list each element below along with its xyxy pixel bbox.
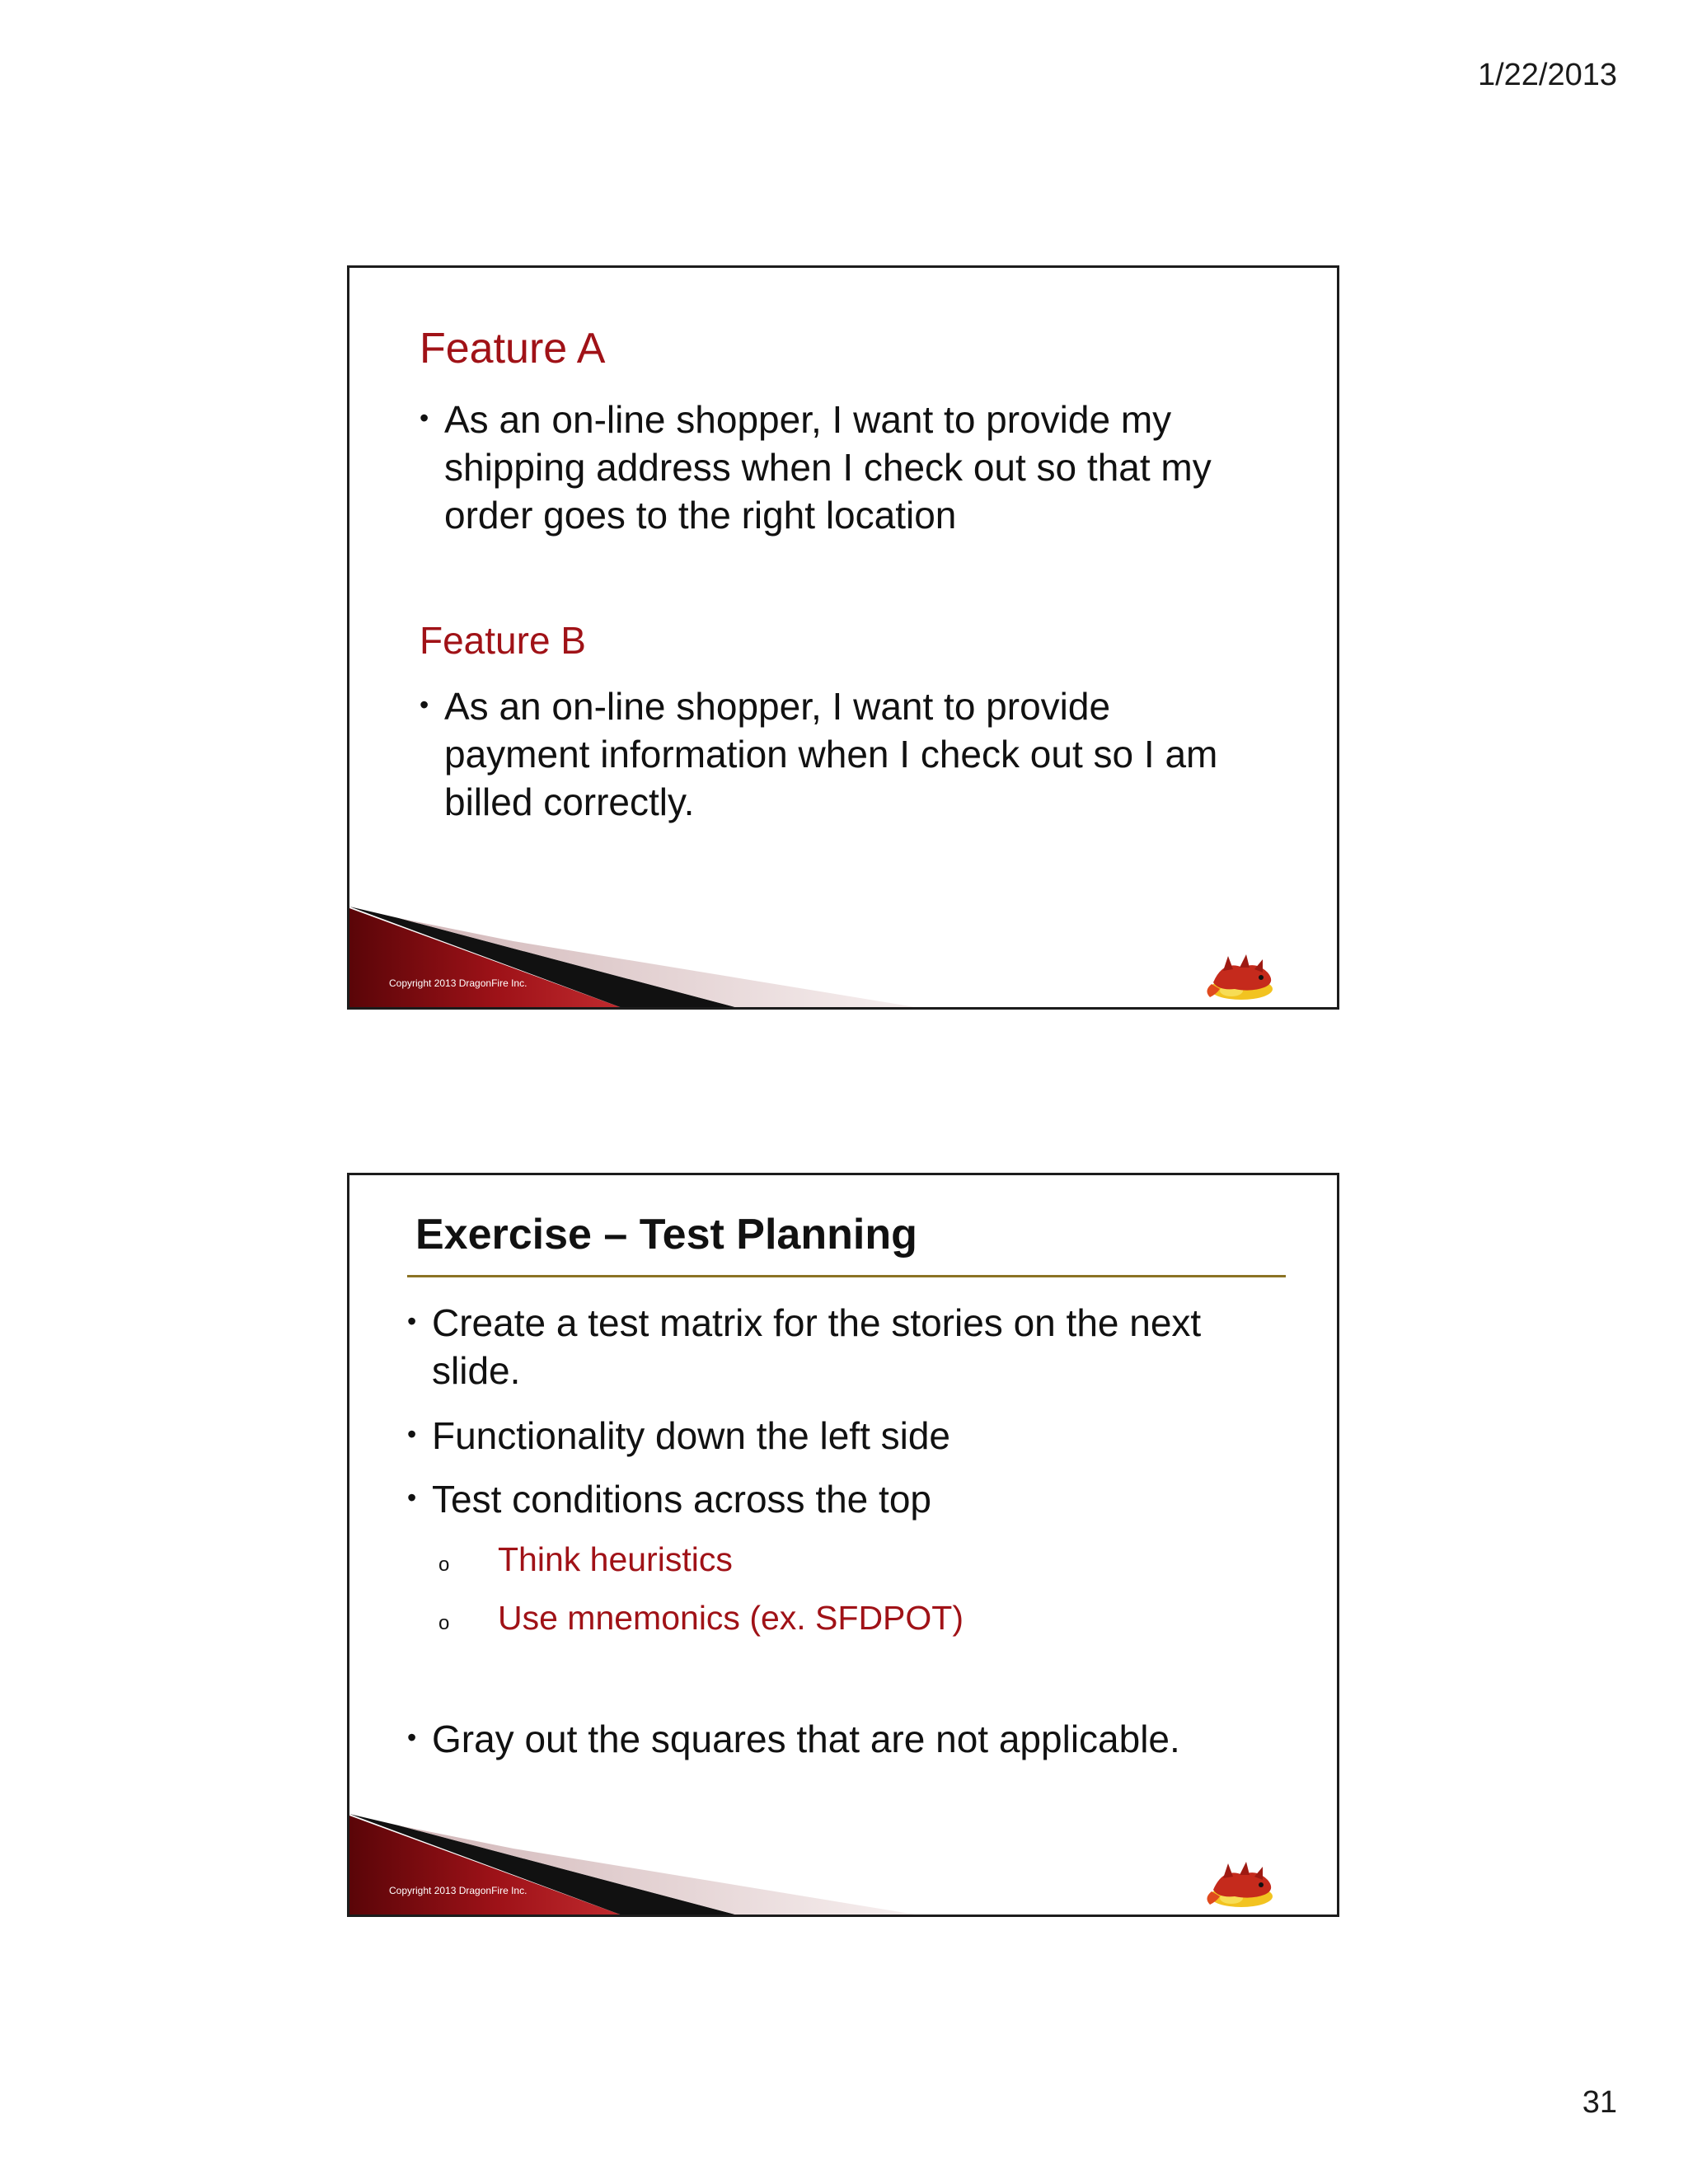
copyright-text: Copyright 2013 DragonFire Inc. xyxy=(389,977,528,989)
exercise-bullet-text: Test conditions across the top xyxy=(432,1478,931,1521)
feature-b-bullet xyxy=(420,682,1217,826)
circle-bullet-icon: o xyxy=(438,1554,450,1576)
bullet-dot-icon: • xyxy=(407,1306,417,1336)
feature-b-heading: Feature B xyxy=(420,619,586,662)
page-number: 31 xyxy=(1582,2085,1617,2120)
exercise-bullet-2 xyxy=(407,1412,950,1460)
feature-a-heading: Feature A xyxy=(420,325,606,373)
feature-b-text: As an on-line shopper, I want to provide payment information when I check out so I am billed correctly. xyxy=(444,685,1218,823)
slide-title: Exercise – Test Planning xyxy=(415,1211,917,1258)
slide-exercise xyxy=(347,1173,1339,1917)
bullet-dot-icon: • xyxy=(407,1722,417,1752)
exercise-bullet-3 xyxy=(407,1475,931,1523)
exercise-bullet-text: Functionality down the left side xyxy=(432,1414,951,1457)
dragon-logo-icon xyxy=(1202,1860,1281,1911)
sub-bullet-text: Use mnemonics (ex. SFDPOT) xyxy=(498,1599,964,1637)
sub-bullet-2 xyxy=(438,1599,964,1638)
exercise-bullet-text: Gray out the squares that are not applicable. xyxy=(432,1718,1180,1760)
bullet-dot-icon: • xyxy=(407,1483,417,1512)
page-date: 1/22/2013 xyxy=(1477,58,1617,92)
sub-bullet-text: Think heuristics xyxy=(498,1540,733,1578)
slide-features xyxy=(347,265,1339,1010)
copyright-text: Copyright 2013 DragonFire Inc. xyxy=(389,1885,528,1896)
bullet-dot-icon: • xyxy=(407,1419,417,1449)
bullet-dot-icon: • xyxy=(420,403,429,433)
sub-bullet-1 xyxy=(438,1540,733,1579)
exercise-bullet-4 xyxy=(407,1715,1180,1763)
exercise-bullet-text: Create a test matrix for the stories on the next slide. xyxy=(432,1301,1202,1392)
feature-a-bullet xyxy=(420,396,1212,539)
title-divider xyxy=(407,1275,1286,1277)
feature-a-text: As an on-line shopper, I want to provide my shipping address when I check out so that my order goes to the right location xyxy=(444,398,1212,537)
dragon-logo-icon xyxy=(1202,953,1281,1004)
bullet-dot-icon: • xyxy=(420,690,429,719)
exercise-bullet-1 xyxy=(407,1299,1201,1394)
circle-bullet-icon: o xyxy=(438,1612,450,1634)
